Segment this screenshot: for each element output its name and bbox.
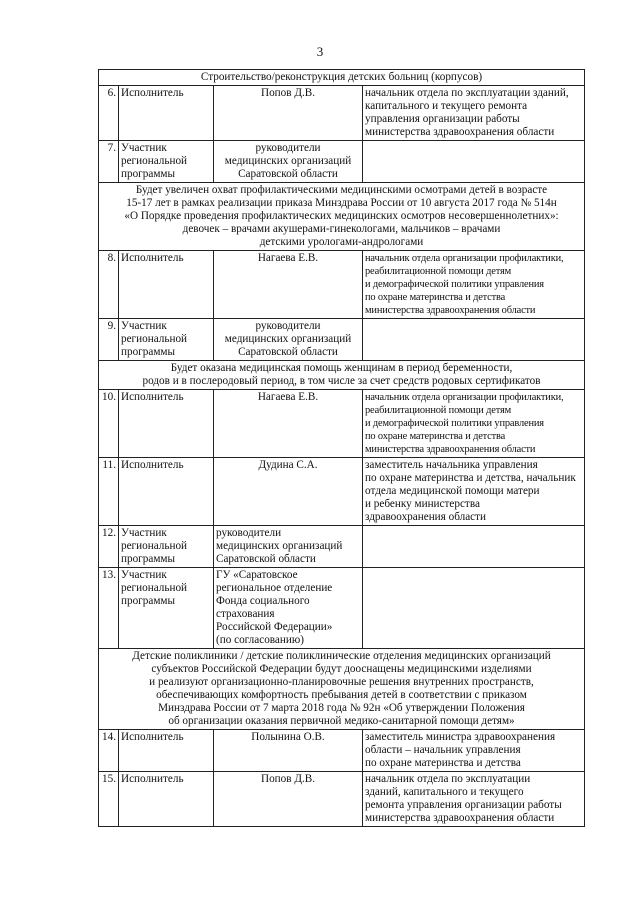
text-line: субъектов Российской Федерации будут дооснащены медицинскими изделиями bbox=[151, 663, 532, 675]
text-line: программы bbox=[121, 346, 175, 358]
text-line: (по согласованию) bbox=[216, 634, 304, 646]
row-number bbox=[99, 772, 119, 827]
text-line: управления организации работы bbox=[365, 113, 520, 125]
text-line: 10. bbox=[102, 391, 116, 403]
table-row bbox=[99, 319, 585, 361]
role-cell bbox=[119, 390, 214, 458]
text-line: девочек – врачами акушерами-гинекологами, мальчиков – врачами bbox=[182, 223, 501, 235]
text-line: Участник bbox=[121, 320, 167, 332]
text-line: министерства здравоохранения области bbox=[365, 444, 536, 455]
text-line: Нагаева Е.В. bbox=[257, 252, 319, 264]
text-line: региональной bbox=[121, 155, 188, 167]
text-line: Попов Д.В. bbox=[260, 87, 316, 99]
text-line: Саратовской области bbox=[238, 346, 338, 358]
position-description-cell bbox=[363, 141, 585, 183]
responsible-name-cell bbox=[214, 730, 363, 772]
text-line: Детские поликлиники / детские поликлинические отделения медицинских организаций bbox=[132, 650, 551, 662]
position-description-cell bbox=[363, 772, 585, 827]
text-line: начальник отдела по эксплуатации bbox=[365, 773, 531, 785]
text-line: заместитель министра здравоохранения bbox=[365, 731, 556, 743]
text-line: здравоохранения области bbox=[365, 511, 487, 523]
text-line: Участник bbox=[121, 142, 167, 154]
responsible-name-cell bbox=[214, 526, 363, 568]
section-header bbox=[99, 361, 585, 390]
text-line: 13. bbox=[102, 569, 116, 581]
text-line: обеспечивающих комфортность пребывания детей в соответствии с приказом bbox=[156, 689, 527, 701]
section-header bbox=[99, 70, 585, 86]
role-cell bbox=[119, 568, 214, 649]
position-description-cell bbox=[363, 319, 585, 361]
text-line: Полынина О.В. bbox=[251, 731, 325, 743]
role-cell bbox=[119, 141, 214, 183]
text-line: программы bbox=[121, 595, 175, 607]
text-line: Дудина С.А. bbox=[258, 459, 318, 471]
text-line: Нагаева Е.В. bbox=[257, 391, 319, 403]
text-line: заместитель начальника управления bbox=[365, 459, 538, 471]
text-line: программы bbox=[121, 168, 175, 180]
text-line: Исполнитель bbox=[121, 773, 184, 785]
text-line: отдела медицинской помощи матери bbox=[365, 485, 540, 497]
program-participants-table bbox=[98, 69, 585, 827]
text-line: Исполнитель bbox=[121, 252, 184, 264]
text-line: 11. bbox=[102, 459, 116, 471]
table-row bbox=[99, 458, 585, 526]
position-description-cell bbox=[363, 568, 585, 649]
text-line: Участник bbox=[121, 527, 167, 539]
text-line: реабилитационной помощи детям bbox=[365, 266, 512, 277]
responsible-name-cell bbox=[214, 568, 363, 649]
text-line: 7. bbox=[107, 142, 116, 154]
responsible-name-cell bbox=[214, 141, 363, 183]
responsible-name-cell bbox=[214, 390, 363, 458]
text-line: по охране материнства и детства bbox=[365, 292, 506, 303]
text-line: 15-17 лет в рамках реализации приказа Минздрава России от 10 августа 2017 года № 514н bbox=[126, 197, 557, 209]
text-line: реабилитационной помощи детям bbox=[365, 405, 512, 416]
text-line: медицинских организаций bbox=[224, 155, 352, 167]
text-line: по охране материнства и детства bbox=[365, 431, 506, 442]
text-line: 6. bbox=[107, 87, 116, 99]
text-line: 8. bbox=[107, 252, 116, 264]
text-line: Исполнитель bbox=[121, 459, 184, 471]
table-row bbox=[99, 568, 585, 649]
table-row bbox=[99, 730, 585, 772]
section-header bbox=[99, 649, 585, 730]
responsible-name-cell bbox=[214, 319, 363, 361]
text-line: Фонда социального bbox=[216, 595, 310, 607]
text-line: Саратовской области bbox=[216, 553, 316, 565]
table-row bbox=[99, 390, 585, 458]
text-line: и демографической политики управления bbox=[365, 418, 544, 429]
text-line: руководители bbox=[216, 527, 282, 539]
text-line: медицинских организаций bbox=[224, 333, 352, 345]
table-row bbox=[99, 251, 585, 319]
text-line: ГУ «Саратовское bbox=[216, 569, 298, 581]
section-header-text bbox=[99, 649, 585, 730]
row-number bbox=[99, 86, 119, 141]
text-line: Будет увеличен охват профилактическими медицинскими осмотрами детей в возрасте bbox=[135, 184, 548, 196]
text-line: Минздрава России от 7 марта 2018 года № 92н «Об утверждении Положения bbox=[158, 702, 525, 714]
text-line: ремонта управления организации работы bbox=[365, 799, 562, 811]
text-line: об организации оказания первичной медико-санитарной помощи детям» bbox=[168, 715, 515, 727]
section-header-text bbox=[99, 361, 585, 390]
text-line: начальник отдела по эксплуатации зданий, bbox=[365, 87, 569, 99]
text-line: Строительство/реконструкция детских больниц (корпусов) bbox=[200, 71, 483, 83]
position-description-cell bbox=[363, 86, 585, 141]
text-line: Будет оказана медицинская помощь женщинам в период беременности, bbox=[170, 362, 513, 374]
text-line: и ребенку министерства bbox=[365, 498, 480, 510]
text-line: министерства здравоохранения области bbox=[365, 305, 536, 316]
position-description-cell bbox=[363, 251, 585, 319]
row-number bbox=[99, 319, 119, 361]
text-line: Исполнитель bbox=[121, 87, 184, 99]
role-cell bbox=[119, 730, 214, 772]
table-row bbox=[99, 772, 585, 827]
text-line: региональной bbox=[121, 582, 188, 594]
responsible-name-cell bbox=[214, 458, 363, 526]
role-cell bbox=[119, 319, 214, 361]
position-description-cell bbox=[363, 458, 585, 526]
text-line: Саратовской области bbox=[238, 168, 338, 180]
responsible-name-cell bbox=[214, 86, 363, 141]
section-header-text bbox=[99, 183, 585, 251]
row-number bbox=[99, 568, 119, 649]
page-number: 3 bbox=[316, 44, 324, 59]
responsible-name-cell bbox=[214, 772, 363, 827]
row-number bbox=[99, 526, 119, 568]
text-line: Исполнитель bbox=[121, 731, 184, 743]
text-line: руководители bbox=[255, 142, 321, 154]
text-line: родов и в послеродовый период, в том числе за счет средств родовых сертификатов bbox=[142, 375, 541, 387]
text-line: министерства здравоохранения области bbox=[365, 126, 555, 138]
text-line: региональное отделение bbox=[216, 582, 333, 594]
section-header-text bbox=[99, 70, 585, 86]
table-row bbox=[99, 526, 585, 568]
row-number bbox=[99, 458, 119, 526]
text-line: 15. bbox=[102, 773, 116, 785]
text-line: руководители bbox=[255, 320, 321, 332]
row-number bbox=[99, 141, 119, 183]
text-line: министерства здравоохранения области bbox=[365, 812, 555, 824]
text-line: 14. bbox=[102, 731, 116, 743]
text-line: по охране материнства и детства, начальник bbox=[365, 472, 576, 484]
role-cell bbox=[119, 251, 214, 319]
text-line: региональной bbox=[121, 333, 188, 345]
text-line: Исполнитель bbox=[121, 391, 184, 403]
table-row bbox=[99, 86, 585, 141]
row-number bbox=[99, 390, 119, 458]
text-line: начальник отдела организации профилактики, bbox=[365, 392, 564, 403]
role-cell bbox=[119, 772, 214, 827]
text-line: Участник bbox=[121, 569, 167, 581]
row-number bbox=[99, 730, 119, 772]
role-cell bbox=[119, 526, 214, 568]
position-description-cell bbox=[363, 526, 585, 568]
text-line: и реализуют организационно-планировочные решения внутренних пространств, bbox=[149, 676, 534, 688]
text-line: зданий, капитального и текущего bbox=[365, 786, 524, 798]
row-number bbox=[99, 251, 119, 319]
text-line: Попов Д.В. bbox=[260, 773, 316, 785]
text-line: страхования bbox=[216, 608, 275, 620]
text-line: «О Порядке проведения профилактических медицинских осмотров несовершеннолетних»: bbox=[124, 210, 559, 222]
table-row bbox=[99, 141, 585, 183]
position-description-cell bbox=[363, 730, 585, 772]
text-line: медицинских организаций bbox=[216, 540, 343, 552]
text-line: программы bbox=[121, 553, 175, 565]
text-line: региональной bbox=[121, 540, 188, 552]
section-header bbox=[99, 183, 585, 251]
position-description-cell bbox=[363, 390, 585, 458]
role-cell bbox=[119, 458, 214, 526]
text-line: детскими урологами-андрологами bbox=[259, 236, 424, 248]
text-line: Российской Федерации» bbox=[216, 621, 333, 633]
text-line: капитального и текущего ремонта bbox=[365, 100, 528, 112]
responsible-name-cell bbox=[214, 251, 363, 319]
text-line: и демографической политики управления bbox=[365, 279, 544, 290]
text-line: области – начальник управления bbox=[365, 744, 521, 756]
text-line: 9. bbox=[107, 320, 116, 332]
text-line: начальник отдела организации профилактики, bbox=[365, 253, 564, 264]
text-line: 12. bbox=[102, 527, 116, 539]
text-line: по охране материнства и детства bbox=[365, 757, 521, 769]
role-cell bbox=[119, 86, 214, 141]
